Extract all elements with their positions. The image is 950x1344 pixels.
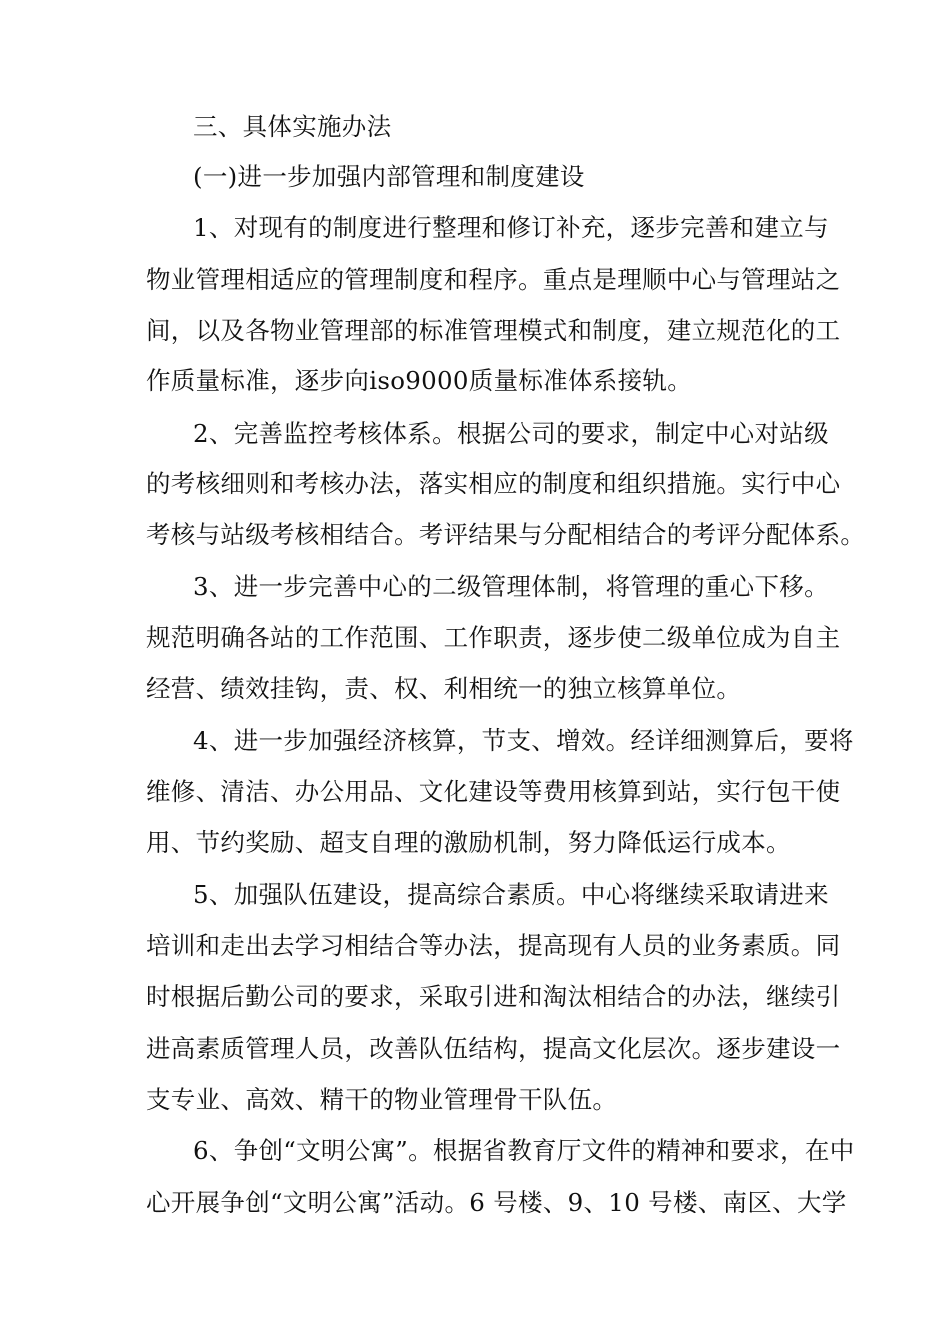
paragraph-line: 3、进一步完善中心的二级管理体制，将管理的重心下移。 <box>193 572 829 601</box>
subsection-heading: (一)进一步加强内部管理和制度建设 <box>193 162 585 191</box>
paragraph-line: 5、加强队伍建设，提高综合素质。中心将继续采取请进来 <box>193 880 829 909</box>
paragraph-line: 进高素质管理人员，改善队伍结构，提高文化层次。逐步建设一 <box>146 1034 841 1063</box>
paragraph-line: 培训和走出去学习相结合等办法，提高现有人员的业务素质。同 <box>146 931 841 960</box>
paragraph-line: 考核与站级考核相结合。考评结果与分配相结合的考评分配体系。 <box>146 520 866 549</box>
paragraph-line: 用、节约奖励、超支自理的激励机制，努力降低运行成本。 <box>146 828 791 857</box>
paragraph-line: 维修、清洁、办公用品、文化建设等费用核算到站，实行包干使 <box>146 777 841 806</box>
paragraph-line: 1、对现有的制度进行整理和修订补充，逐步完善和建立与 <box>193 213 829 242</box>
paragraph-line: 经营、绩效挂钩，责、权、利相统一的独立核算单位。 <box>146 674 742 703</box>
paragraph-line: 2、完善监控考核体系。根据公司的要求，制定中心对站级 <box>193 419 829 448</box>
paragraph-line: 时根据后勤公司的要求，采取引进和淘汰相结合的办法，继续引 <box>146 982 841 1011</box>
paragraph-line: 的考核细则和考核办法，落实相应的制度和组织措施。实行中心 <box>146 469 841 498</box>
paragraph-line: 支专业、高效、精干的物业管理骨干队伍。 <box>146 1085 618 1114</box>
paragraph-line: 作质量标准，逐步向iso9000质量标准体系接轨。 <box>146 366 693 395</box>
paragraph-line: 规范明确各站的工作范围、工作职责，逐步使二级单位成为自主 <box>146 623 841 652</box>
paragraph-line: 间，以及各物业管理部的标准管理模式和制度，建立规范化的工 <box>146 316 841 345</box>
paragraph-line: 物业管理相适应的管理制度和程序。重点是理顺中心与管理站之 <box>146 265 841 294</box>
paragraph-line: 4、进一步加强经济核算，节支、增效。经详细测算后，要将 <box>193 726 854 755</box>
paragraph-line: 6、争创“文明公寓”。根据省教育厅文件的精神和要求，在中 <box>193 1136 855 1165</box>
section-heading: 三、具体实施办法 <box>193 112 392 141</box>
paragraph-line: 心开展争创“文明公寓”活动。6 号楼、9、10 号楼、南区、大学 <box>146 1188 847 1217</box>
